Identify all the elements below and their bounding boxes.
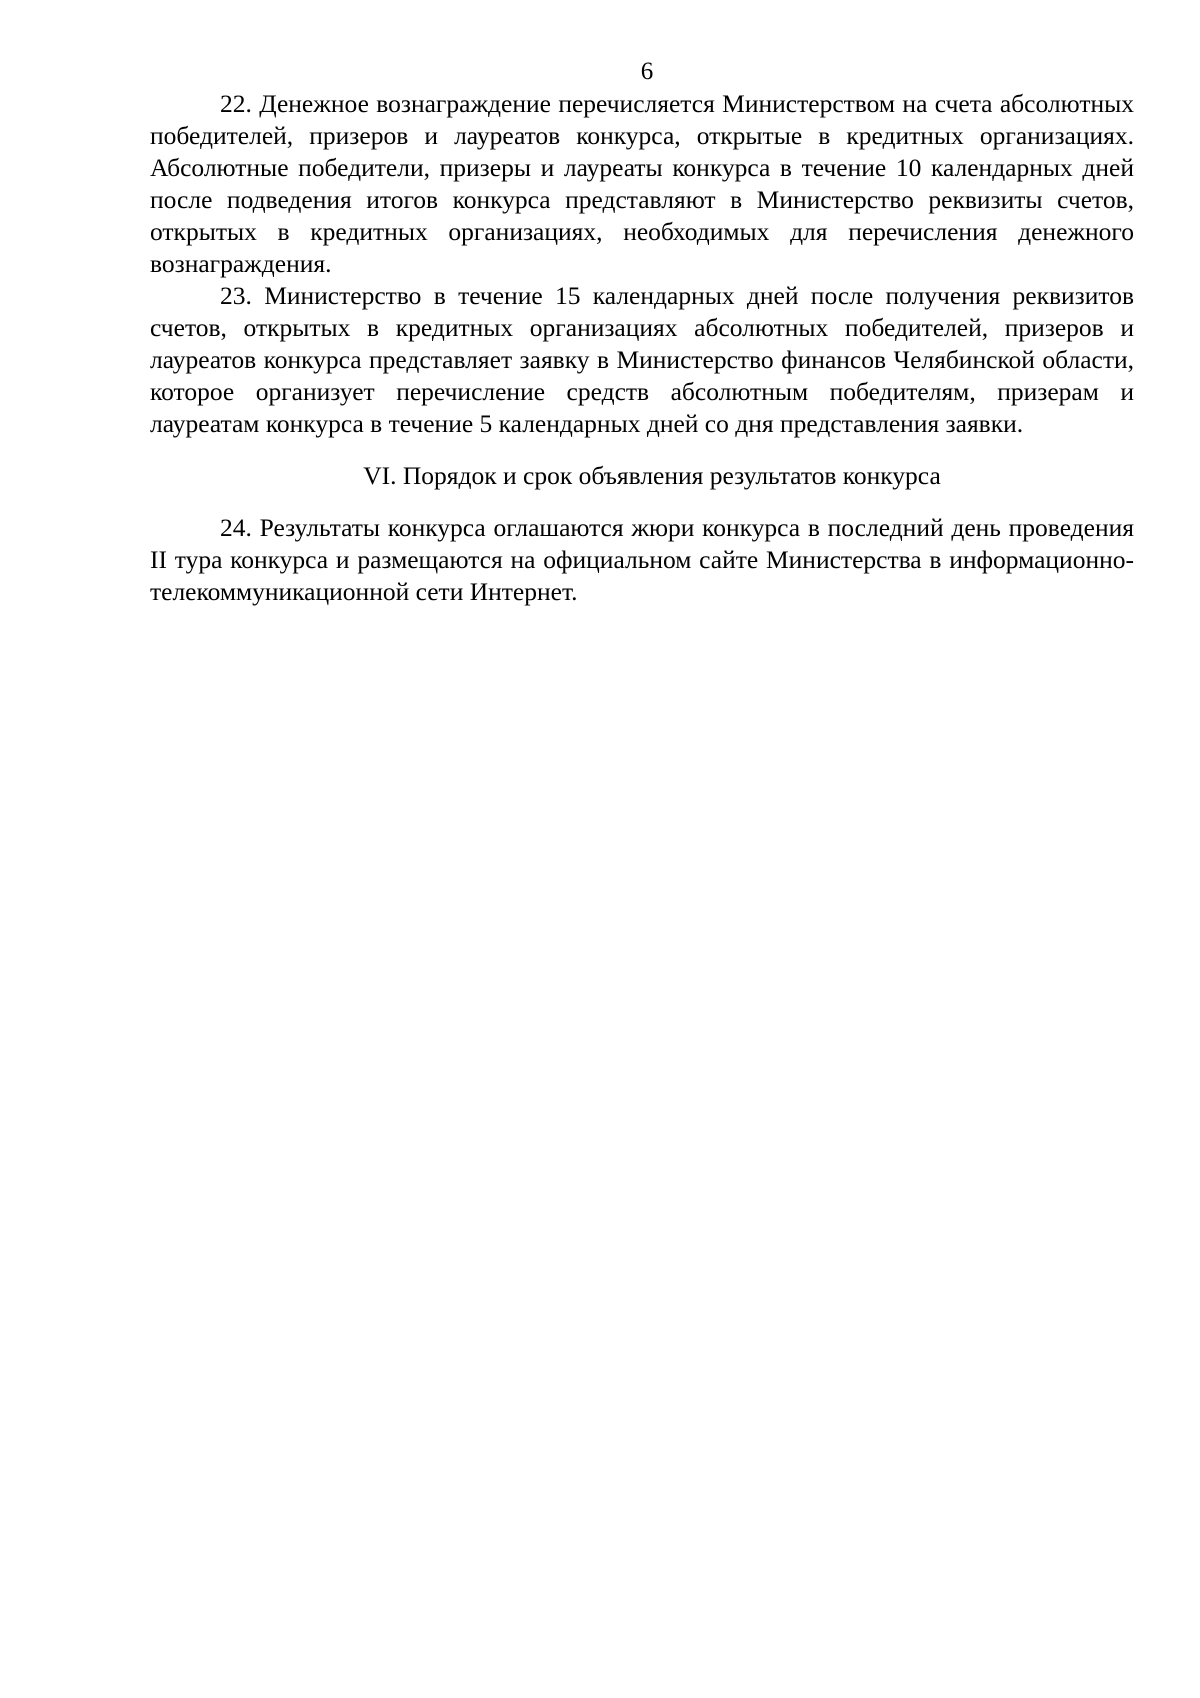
document-page: [150, 56, 1134, 608]
paragraph-23: 23. Министерство в течение 15 календарных дней после получения реквизитов счетов, открытых в кредитных организациях абсолютных победителей, призеров и лауреатов конкурса представляет заявку в Министерство финансов Челябинской области, которое организует перечисление средств абсолютным победителям, призерам и лауреатам конкурса в течение 5 календарных дней со дня представления заявки.: [150, 281, 1134, 438]
section-heading: VI. Порядок и срок объявления результатов конкурса: [363, 461, 941, 490]
page-number: 6: [640, 58, 654, 85]
paragraph-22: 22. Денежное вознаграждение перечисляется Министерством на счета абсолютных победителей, призеров и лауреатов конкурса, открытые в кредитных организациях. Абсолютные победители, призеры и лауреаты конкурса в течение 10 календарных дней после подведения итогов конкурса представляют в Министерство реквизиты счетов, открытых в кредитных организациях, необходимых для перечисления денежного вознаграждения.: [150, 89, 1134, 278]
paragraph-24: 24. Результаты конкурса оглашаются жюри конкурса в последний день проведения II тура конкурса и размещаются на официальном сайте Министерства в информационно-телекоммуникационной сети Интернет.: [150, 513, 1134, 606]
